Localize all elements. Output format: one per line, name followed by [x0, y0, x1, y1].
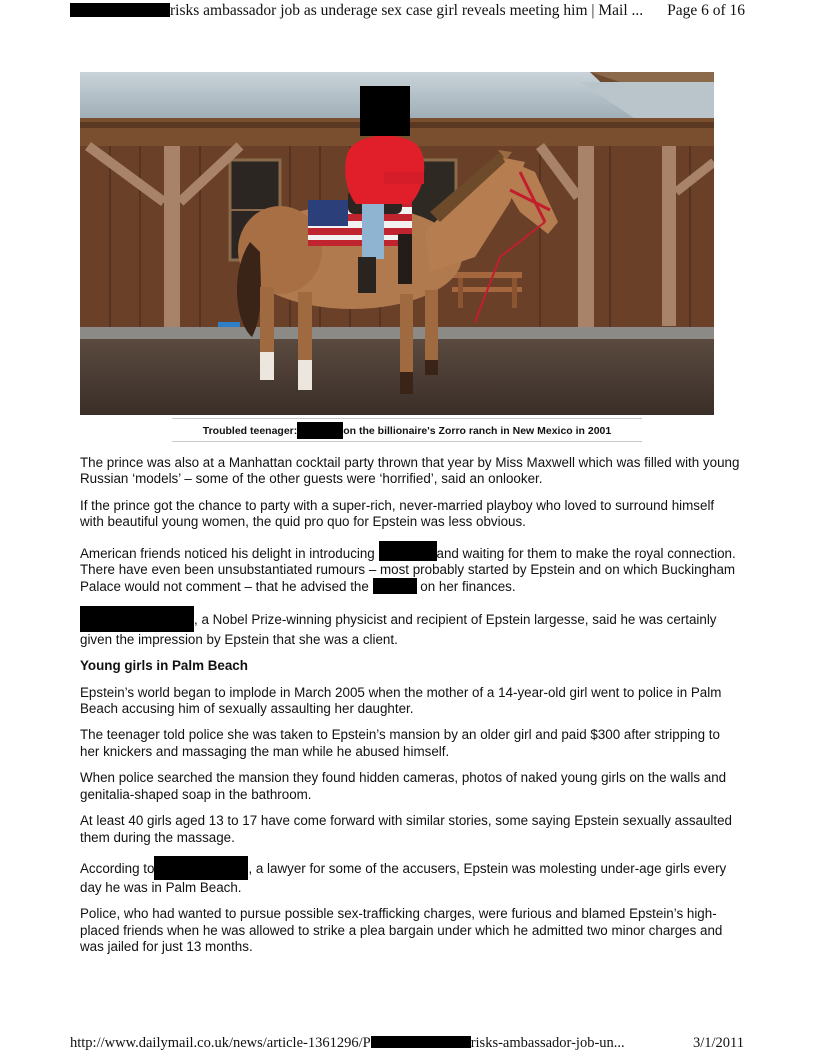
footer-url-end: risks-ambassador-job-un... [470, 1035, 625, 1051]
photo-caption [172, 422, 642, 439]
header-title: risks ambassador job as underage sex case girl reveals meeting him | Mail ... [170, 2, 644, 19]
footer-date: 3/1/2011 [692, 1035, 744, 1051]
section-heading: Young girls in Palm Beach [80, 658, 248, 674]
caption-rule-top [172, 418, 642, 419]
caption-text-after: on the billionaire's Zorro ranch in New Mexico in 2001 [343, 425, 612, 437]
ranch-photo-illustration [80, 72, 714, 415]
caption-text-before: Troubled teenager: [202, 425, 298, 437]
page-footer [70, 1035, 750, 1052]
page-number: Page 6 of 16 [667, 2, 745, 19]
redaction-bar [70, 3, 170, 17]
article-body [80, 455, 740, 966]
text-run: American friends noticed his delight in introducing [80, 545, 375, 561]
article-paragraph: Epstein’s world began to implode in March 2005 when the mother of a 14-year-old girl went to police in Palm Beach accusing him of sexually assaulting her daughter. [80, 684, 722, 717]
redaction-bar [379, 541, 437, 561]
text-run: and waiting for them to make the royal connection. There have even been unsubstantiated rumours – most probably started by Epstein and on which Buckingham Palace would not comment – that he advised the [80, 545, 736, 595]
article-paragraph: The teenager told police she was taken to Epstein’s mansion by an older girl and paid $300 after stripping to her knickers and massaging the man while he abused himself. [80, 727, 720, 759]
article-paragraph: When police searched the mansion they found hidden cameras, photos of naked young girls on the walls and genitalia-shaped soap in the bathroom. [80, 770, 727, 802]
article-paragraph: The prince was also at a Manhattan cocktail party thrown that year by Miss Maxwell which was filled with young Russian ‘models’ – some of the other guests were ‘horrified’, said an onlooker. [80, 455, 740, 487]
text-run: , a Nobel Prize-winning physicist and recipient of Epstein largesse, said he was certainly given the impression by Epstein that she was a client. [80, 611, 717, 647]
redaction-bar [373, 578, 417, 594]
article-photo [80, 72, 714, 415]
article-paragraph [80, 541, 740, 596]
footer-url-start: http://www.dailymail.co.uk/news/article-1361296/P [70, 1035, 371, 1051]
article-paragraph: At least 40 girls aged 13 to 17 have come forward with similar stories, some saying Epstein sexually assaulted them during the massage. [80, 813, 732, 845]
text-run: on her finances. [420, 579, 516, 595]
text-run: According to [80, 860, 155, 876]
article-paragraph: Police, who had wanted to pursue possible sex-trafficking charges, were furious and blamed Epstein’s high-placed friends when he was allowed to strike a plea bargain under which he admitted two minor charges and was jailed for just 13 months. [80, 906, 723, 955]
redaction-bar [297, 422, 343, 439]
redaction-bar [80, 606, 194, 632]
caption-rule-bottom [172, 441, 642, 442]
text-run: , a lawyer for some of the accusers, Epstein was molesting under-age girls every day he was in Palm Beach. [80, 860, 727, 895]
article-paragraph [80, 606, 740, 648]
redaction-bar [154, 856, 248, 880]
redaction-bar [371, 1036, 471, 1048]
page-header [70, 2, 750, 20]
article-paragraph: If the prince got the chance to party with a super-rich, never-married playboy who loved to surround himself with beautiful young women, the quid pro quo for Epstein was less obvious. [80, 497, 715, 530]
article-paragraph [80, 856, 740, 896]
